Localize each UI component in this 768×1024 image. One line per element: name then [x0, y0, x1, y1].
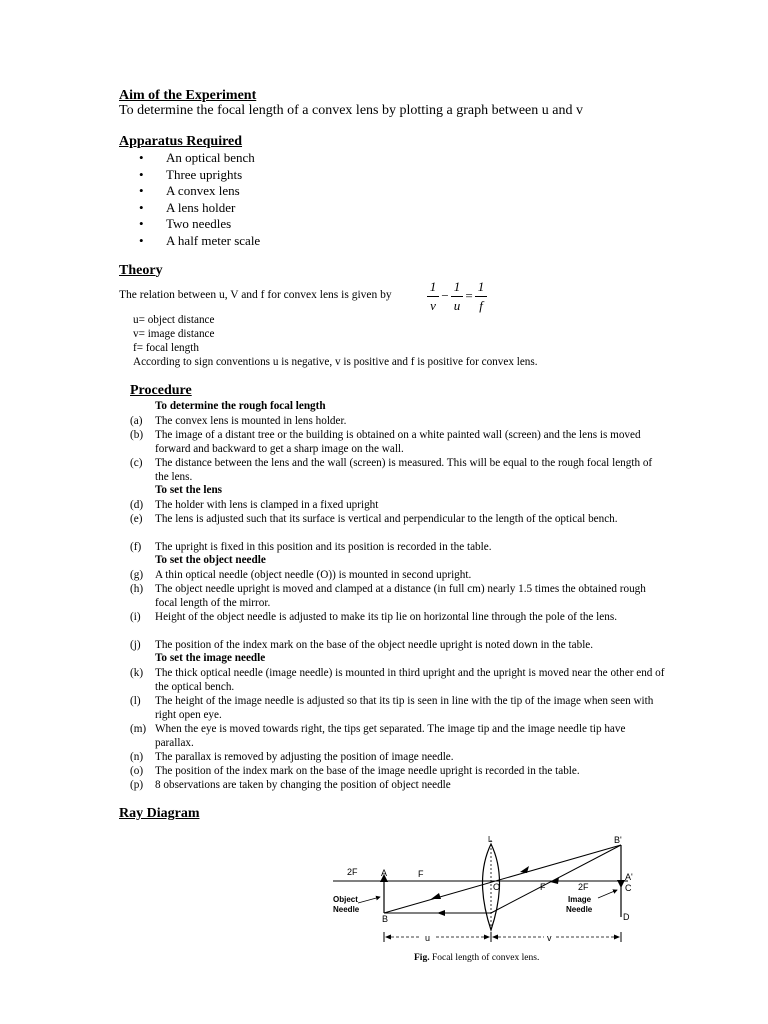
aim-heading: Aim of the Experiment: [119, 88, 257, 103]
procedure-step-label: (l): [130, 695, 141, 707]
arrow-icon: [431, 893, 441, 899]
procedure-step-text: The upright is fixed in this position and its position is recorded in the table.: [155, 541, 492, 553]
formula-equals: =: [465, 288, 473, 303]
formula-minus: −: [441, 288, 449, 303]
label-u: u: [425, 933, 431, 943]
label-2f-right: 2F: [578, 882, 589, 892]
procedure-step-label: (g): [130, 569, 144, 581]
label-f-right: F: [540, 882, 546, 892]
procedure-step-text: The lens is adjusted such that its surface is vertical and perpendicular to the length of the optical bench.: [155, 513, 618, 525]
arrow-icon: [437, 910, 445, 916]
theory-relation: The relation between u, V and f for convex lens is given by: [119, 289, 392, 301]
procedure-step-text: The position of the index mark on the base of the object needle upright is noted down in the table.: [155, 639, 594, 651]
procedure-step-label: (o): [130, 765, 144, 777]
procedure-step-label: (m): [130, 723, 147, 735]
image-arrowhead-icon: [617, 880, 625, 888]
arrow-icon: [492, 935, 498, 940]
procedure-step-text: The thick optical needle (image needle) is mounted in third upright and the upright is moved near the other end of the optical bench.: [155, 667, 665, 693]
procedure-step-text: The holder with lens is clamped in a fixed upright: [155, 499, 379, 511]
label-d: D: [623, 912, 630, 922]
procedure-step-text: The height of the image needle is adjusted so that its tip is seen in line with the tip of the image when seen with right open eye.: [155, 695, 654, 721]
procedure-step-label: (h): [130, 583, 144, 595]
object-needle-label-1: Object: [333, 895, 358, 904]
bullet-icon: •: [139, 166, 144, 182]
formula-numerator-2: 1: [453, 279, 461, 294]
procedure-step-text: A thin optical needle (object needle (O)) is mounted in second upright.: [155, 569, 472, 581]
object-needle-pointer: [358, 897, 380, 903]
label-o: O: [493, 882, 501, 892]
label-f-left: F: [418, 869, 424, 879]
formula-denominator-2: u: [453, 298, 461, 313]
procedure-step-label: (e): [130, 513, 143, 525]
theory-def-v: v= image distance: [133, 328, 215, 340]
procedure-step-text: The parallax is removed by adjusting the position of image needle.: [155, 751, 454, 763]
formula-numerator-3: 1: [477, 279, 485, 294]
procedure-step-label: (j): [130, 639, 141, 651]
apparatus-item-label: A convex lens: [166, 183, 240, 199]
procedure-step-label: (n): [130, 751, 144, 763]
theory-def-u: u= object distance: [133, 314, 215, 326]
image-needle-label-2: Needle: [566, 905, 593, 914]
arrow-icon: [385, 935, 391, 940]
label-b: B: [382, 914, 389, 924]
label-a: A: [381, 868, 388, 878]
label-l: L: [488, 835, 493, 844]
procedure-subheading: To set the object needle: [155, 554, 266, 566]
formula-denominator-3: f: [479, 298, 483, 313]
label-b-prime: B': [614, 835, 622, 845]
ray-diagram-heading: Ray Diagram: [119, 806, 200, 821]
procedure-step-label: (c): [130, 457, 143, 469]
apparatus-item-label: A lens holder: [166, 199, 236, 215]
procedure-step-label: (b): [130, 429, 144, 441]
theory-heading: Theory: [119, 263, 163, 278]
apparatus-item-label: A half meter scale: [166, 233, 261, 248]
bullet-icon: •: [139, 233, 144, 248]
procedure-step-text: Height of the object needle is adjusted to make its tip lie on horizontal line through the pole of the lens.: [155, 611, 617, 623]
procedure-step-label: (a): [130, 415, 143, 427]
label-v: v: [547, 933, 552, 943]
bullet-icon: •: [139, 150, 144, 165]
procedure-heading: Procedure: [130, 383, 192, 398]
theory-sign-convention: According to sign conventions u is negative, v is positive and f is positive for convex lens.: [133, 356, 538, 368]
apparatus-item-label: Two needles: [166, 216, 232, 232]
label-a-prime: A': [625, 872, 633, 882]
procedure-subheading: To set the lens: [155, 484, 223, 496]
procedure-step-label: (i): [130, 611, 141, 623]
procedure-step-text: The image of a distant tree or the building is obtained on a white painted wall (screen) and the lens is moved forward and backward to get a sharp image on the wall.: [155, 429, 641, 455]
formula-numerator-1: 1: [429, 279, 437, 294]
label-c: C: [625, 883, 632, 893]
bullet-icon: •: [139, 216, 144, 232]
procedure-step-label: (f): [130, 541, 142, 553]
formula-denominator-1: v: [430, 298, 436, 313]
procedure-step-text: 8 observations are taken by changing the position of object needle: [155, 779, 451, 791]
label-2f-left: 2F: [347, 867, 358, 877]
figure-caption: Fig. Focal length of convex lens.: [414, 953, 540, 963]
aim-text: To determine the focal length of a convex lens by plotting a graph between u and v: [119, 103, 583, 118]
theory-def-f: f= focal length: [133, 342, 199, 354]
procedure-step-text: The position of the index mark on the base of the image needle upright is recorded in the table.: [155, 765, 580, 777]
procedure-step-label: (d): [130, 499, 144, 511]
procedure-subheading: To determine the rough focal length: [155, 400, 326, 412]
apparatus-item-label: An optical bench: [166, 150, 255, 165]
apparatus-item-label: Three uprights: [166, 166, 243, 182]
apparatus-heading: Apparatus Required: [119, 134, 243, 149]
procedure-step-label: (k): [130, 667, 144, 679]
procedure-step-label: (p): [130, 779, 144, 791]
procedure-step-text: The object needle upright is moved and clamped at a distance (in full cm) nearly 1.5 times the obtained rough focal length of the mirror.: [155, 583, 646, 609]
object-needle-label-2: Needle: [333, 905, 360, 914]
procedure-subheading: To set the image needle: [155, 652, 266, 664]
bullet-icon: •: [139, 199, 144, 215]
arrow-icon: [484, 935, 490, 940]
arrow-icon: [614, 935, 620, 940]
procedure-step-text: When the eye is moved towards right, the tips get separated. The image tip and the image needle tip have parallax.: [155, 723, 626, 749]
image-needle-pointer: [598, 890, 617, 898]
image-needle-label-1: Image: [568, 895, 592, 904]
procedure-step-text: The distance between the lens and the wall (screen) is measured. This will be equal to the rough focal length of the lens.: [155, 457, 653, 483]
bullet-icon: •: [139, 183, 144, 199]
procedure-step-text: The convex lens is mounted in lens holder.: [155, 415, 347, 427]
